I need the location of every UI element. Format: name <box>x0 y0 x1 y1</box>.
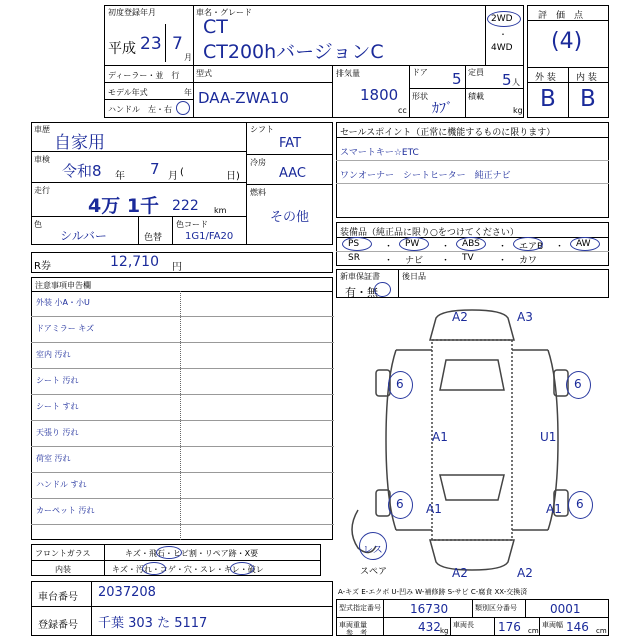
exterior-label: 外 装 <box>535 73 556 83</box>
declaration-label: 注意事項申告欄 <box>35 281 91 290</box>
cc-unit: cc <box>398 106 407 115</box>
damage-mark: 6 <box>396 497 404 511</box>
drive-2wd: 2WD <box>491 14 513 24</box>
interior-grade: B <box>580 86 596 112</box>
yen-unit: 円 <box>172 262 182 273</box>
damage-mark: A2 <box>452 566 468 580</box>
equipment-item: カワ <box>519 256 538 266</box>
equipment-row-2 <box>340 253 605 266</box>
inspection-label: 車検 <box>34 155 50 164</box>
km-unit: km <box>214 206 227 215</box>
declaration-item: 荷室 汚れ <box>36 454 71 463</box>
damage-mark: A2 <box>452 310 468 324</box>
footer-label-2: 類別区分番号 <box>475 604 517 612</box>
footer-value-5: 146 <box>566 620 589 634</box>
warranty-after-label: 後日品 <box>402 272 426 281</box>
displacement-label: 排気量 <box>336 69 360 78</box>
insp-year-unit: 年 <box>115 171 125 182</box>
equipment-separator: ・ <box>441 256 451 266</box>
equipment-label: 装備品（純正品に限り○をつけてください） <box>340 228 519 238</box>
plate-label: 登録番号 <box>38 620 78 631</box>
equipment-separator: ・ <box>384 242 394 252</box>
sales-points-label: セールスポイント（正常に機能するものに限ります） <box>340 128 556 138</box>
footer-value-3: 432 <box>418 620 441 634</box>
footer-label-4: 車両長 <box>453 621 474 629</box>
damage-mark: A2 <box>517 566 533 580</box>
equipment-item: AW <box>576 239 591 249</box>
footer-label-3: 車両重量 <box>339 621 367 629</box>
reg-era: 平成 <box>108 41 136 57</box>
damage-mark: A1 <box>546 502 562 516</box>
dealer-label: ディーラー・並 行 <box>108 71 180 80</box>
ac-label: 冷房 <box>250 158 266 167</box>
interior-cond-label: 内装 <box>55 565 71 574</box>
interior-stain-circle <box>142 562 166 575</box>
handle-label: ハンドル 左・右 <box>108 105 172 114</box>
color-value: シルバー <box>60 229 107 243</box>
door-value: 5 <box>452 70 462 88</box>
type-value: DAA-ZWA10 <box>198 89 289 107</box>
equipment-separator: ・ <box>555 242 565 252</box>
car-name: CT <box>203 16 228 38</box>
equipment-item: TV <box>462 253 474 263</box>
score-value: (4) <box>551 29 583 54</box>
equipment-separator: ・ <box>441 242 451 252</box>
declaration-row <box>31 317 334 343</box>
recycle-row <box>31 252 333 273</box>
shape-value: ｶﾌﾞ <box>432 101 453 117</box>
inspection-value: 令和8 <box>62 162 102 180</box>
drive-4wd: 4WD <box>491 43 513 53</box>
damage-mark: 6 <box>576 497 584 511</box>
capacity-label: 定員 <box>468 68 484 77</box>
damage-mark: 6 <box>396 377 404 391</box>
model-year-label: モデル年式 <box>108 88 148 97</box>
equipment-separator: ・ <box>498 242 508 252</box>
equipment-item: PW <box>405 239 420 249</box>
recycle-value: 12,710 <box>110 254 159 270</box>
usage-value: 自家用 <box>54 133 105 153</box>
chassis-label: 車台番号 <box>38 592 78 603</box>
declaration-item: シート すれ <box>36 402 79 411</box>
color-code-value: 1G1/FA20 <box>185 231 234 242</box>
declaration-row <box>31 343 334 369</box>
fuel-value: その他 <box>270 210 310 225</box>
usage-label: 車歴 <box>34 125 50 134</box>
ac-value: AAC <box>279 166 306 181</box>
declaration-row <box>31 395 334 421</box>
equipment-item: SR <box>348 253 360 263</box>
declaration-item: ドアミラー キズ <box>36 324 95 333</box>
damage-mark: 6 <box>574 377 582 391</box>
footer-kg: kg <box>440 627 449 635</box>
declaration-row <box>31 421 334 447</box>
damage-legend: A-キズ E-エクボ U-凹み W-補修跡 S-サビ C-腐食 XX-交換済 <box>338 588 528 596</box>
insp-paren-open: ( <box>180 167 184 178</box>
footer-value-1: 16730 <box>410 602 449 616</box>
score-label: 評 価 点 <box>538 11 584 21</box>
declaration-item: ハンドル すれ <box>36 480 87 489</box>
type-label: 型式 <box>196 69 212 78</box>
declaration-item: 室内 汚れ <box>36 350 71 359</box>
sales-point-2: ワンオーナー シートヒーター 純正ナビ <box>340 171 511 181</box>
footer-label-1: 型式指定番号 <box>339 604 381 612</box>
declaration-item: 外装 小A・小U <box>36 298 90 307</box>
declaration-item: カーペット 汚れ <box>36 506 95 515</box>
equipment-row-1 <box>340 239 605 252</box>
damage-mark: A1 <box>432 430 448 444</box>
declaration-item: シート 汚れ <box>36 376 79 385</box>
insp-paren-close: 日) <box>226 171 240 182</box>
damage-mark: A1 <box>426 502 442 516</box>
recycle-label: R券 <box>34 261 51 272</box>
declaration-row <box>31 291 334 317</box>
month-unit: 月 <box>184 53 192 62</box>
declaration-row <box>31 447 334 473</box>
warranty-value: 有・無 <box>345 286 378 299</box>
equipment-separator: ・ <box>384 256 394 266</box>
shape-label: 形状 <box>412 92 428 101</box>
equipment-separator: ・ <box>498 256 508 266</box>
front-glass-value: キズ・飛石・ヒビ割・リペア跡・X要 <box>125 549 259 558</box>
drive-dot: ・ <box>499 30 507 39</box>
interior-cond-value: キズ・汚れ・コゲ・穴・スレ・キレ・破レ <box>112 565 264 574</box>
equipment-item: エアB <box>519 242 544 252</box>
footer-value-4: 176 <box>498 620 521 634</box>
equipment-circle <box>342 237 372 251</box>
insp-month: 7 <box>150 160 160 178</box>
equipment-item: PS <box>348 239 360 249</box>
chassis-value: 2037208 <box>98 585 156 600</box>
declaration-row <box>31 369 334 395</box>
warranty-none-circle <box>374 282 391 297</box>
first-reg-label: 初度登録年月 <box>108 8 156 17</box>
reg-month: 7 <box>172 34 183 54</box>
sales-point-1: スマートキー☆ETC <box>340 148 419 158</box>
front-glass-label: フロントガラス <box>35 549 91 558</box>
exterior-grade: B <box>540 86 556 112</box>
load-label: 積載 <box>468 92 484 101</box>
mileage-hand: 4万 1千 <box>88 195 160 217</box>
displacement-value: 1800 <box>360 86 399 104</box>
footer-value-2: 0001 <box>550 602 581 616</box>
front-glass-circle <box>156 546 182 559</box>
warranty-new-label: 新車保証書 <box>340 272 380 281</box>
spare-mark: レス <box>363 545 383 556</box>
color-change-label: 色替 <box>144 233 163 243</box>
equipment-circle <box>513 237 543 251</box>
plate-value: 千葉 303 た 5117 <box>98 616 208 631</box>
equipment-item: ABS <box>462 239 480 249</box>
equipment-circle <box>570 237 600 251</box>
declaration-row <box>31 499 334 525</box>
footer-cm-2: cm <box>596 627 607 635</box>
equipment-circle <box>456 237 486 251</box>
kg-unit: kg <box>513 106 523 115</box>
capacity-unit: 人 <box>512 78 520 87</box>
mileage-label: 走行 <box>34 186 50 195</box>
interior-label: 内 装 <box>576 73 597 83</box>
footer-ref-label: 参 考 <box>346 629 367 637</box>
insp-month-unit: 月 <box>168 171 178 182</box>
fuel-label: 燃料 <box>250 188 266 197</box>
interior-scuff-circle <box>230 562 254 575</box>
shift-label: シフト <box>250 125 274 134</box>
car-grade: CT200hバージョンC <box>203 41 384 63</box>
footer-label-5: 車両幅 <box>542 621 563 629</box>
color-label: 色 <box>34 220 42 229</box>
name-grade-label: 車名・グレード <box>196 8 252 17</box>
mileage-tail: 222 <box>172 198 199 214</box>
handle-right-circle <box>176 101 190 115</box>
door-label: ドア <box>412 68 428 77</box>
capacity-value: 5 <box>502 71 512 89</box>
damage-mark: A3 <box>517 310 533 324</box>
declaration-row <box>31 473 334 499</box>
declaration-item: 天張り 汚れ <box>36 428 79 437</box>
equipment-item: ナビ <box>405 256 424 266</box>
shift-value: FAT <box>279 136 302 151</box>
color-code-label: 色コード <box>176 220 208 229</box>
reg-year: 23 <box>140 34 162 54</box>
footer-cm-1: cm <box>528 627 539 635</box>
model-year-unit: 年 <box>184 88 192 97</box>
damage-mark: U1 <box>540 430 557 444</box>
spare-label: スペア <box>360 567 388 577</box>
equipment-circle <box>399 237 429 251</box>
